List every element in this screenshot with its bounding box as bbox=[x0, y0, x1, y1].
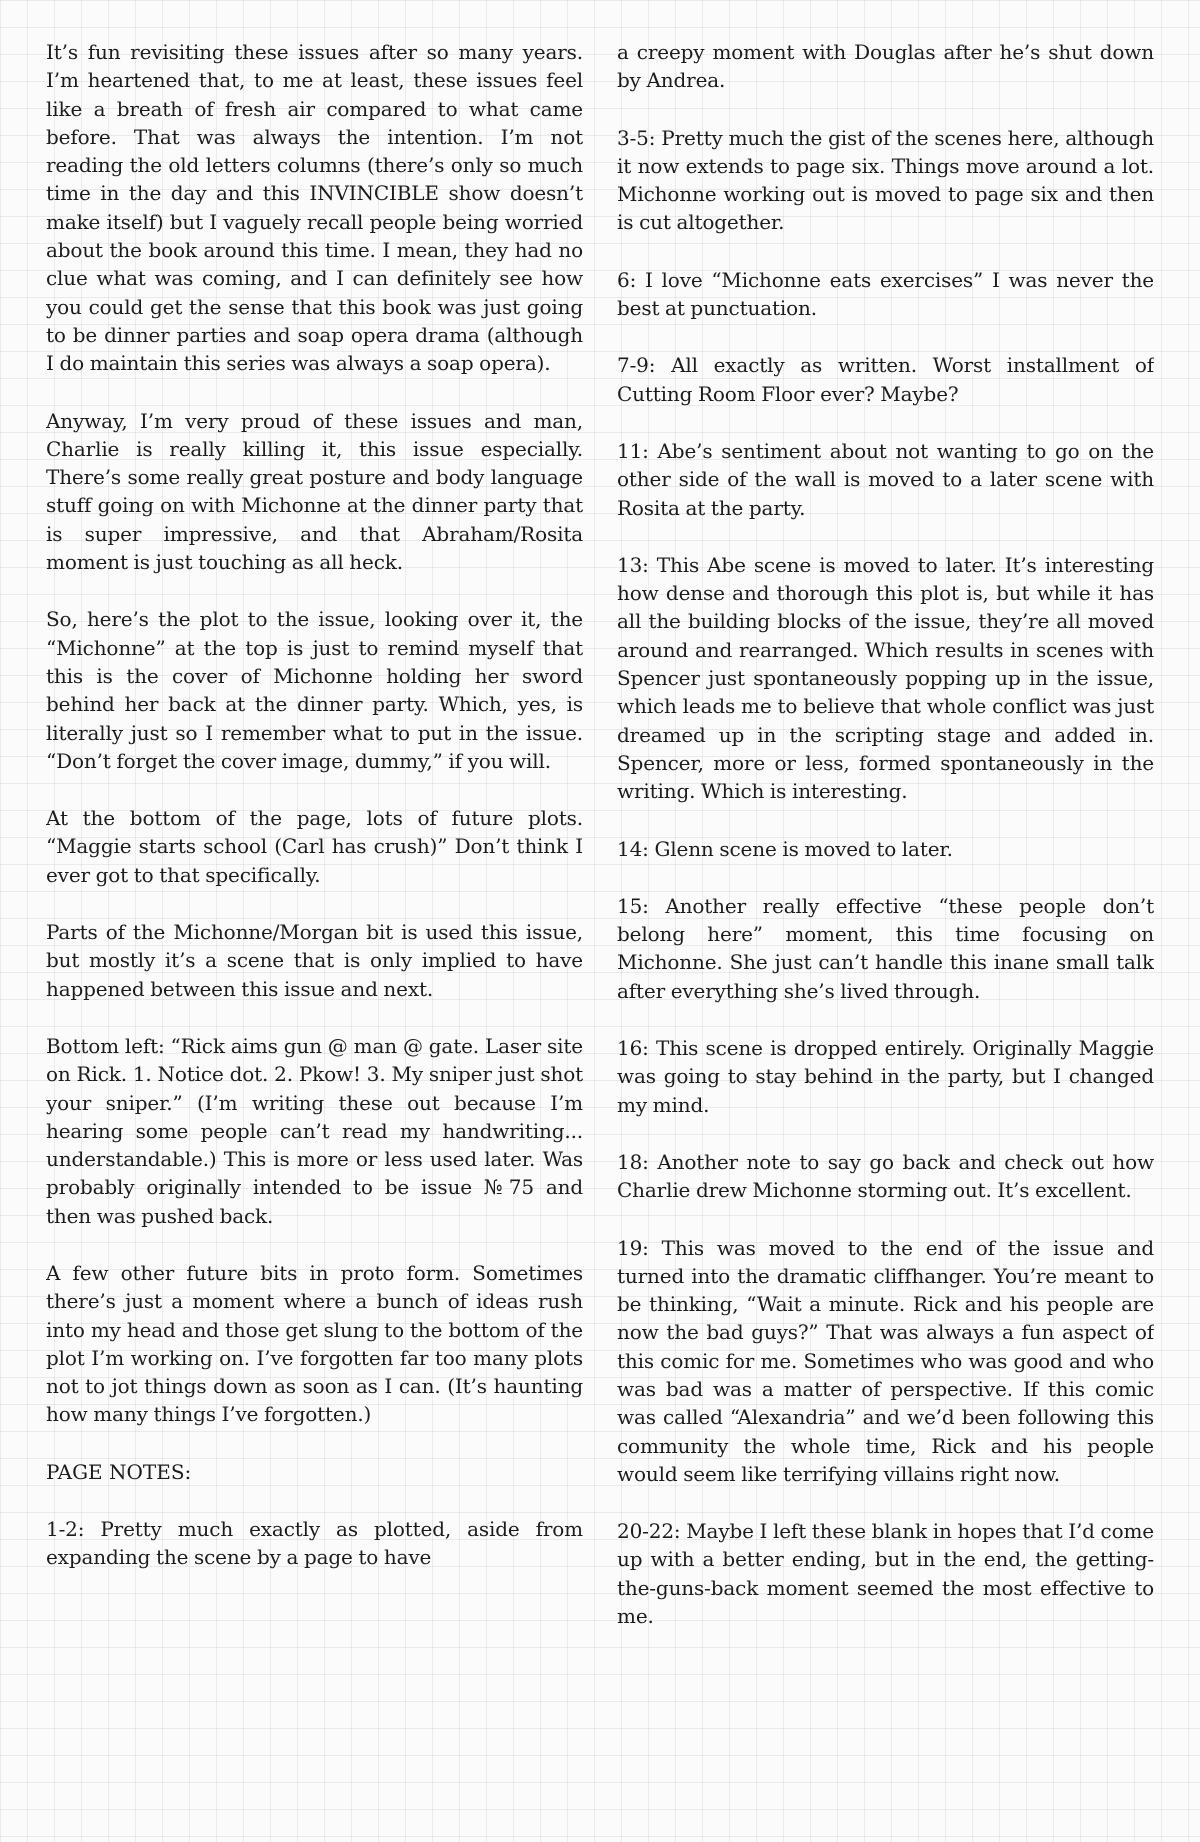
paragraph-intro: It’s fun revisiting these issues after so many years. I’m heartened that, to me at least, these issues feel like a breath of fresh air compared to what came before. That was always the intention. I’m not reading the old letters columns (there’s only so much time in the day and this INVINCIBLE show doesn’t make itself) but I vaguely recall people being worried about the book around this time. I mean, they had no clue what was coming, and I can definitely see how you could get the sense that this book was just going to be dinner parties and soap opera drama (although I do maintain this series was always a soap opera). bbox=[46, 40, 583, 376]
note-continuation: a creepy moment with Douglas after he’s shut down by Andrea. bbox=[617, 40, 1154, 93]
note-page-16: 16: This scene is dropped entirely. Originally Maggie was going to stay behind in the party, but I changed my mind. bbox=[617, 1036, 1154, 1117]
note-page-19: 19: This was moved to the end of the issue and turned into the dramatic cliffhanger. You’re meant to be thinking, “Wait a minute. Rick and his people are now the bad guys?” That was always a fun aspect of this comic for me. Sometimes who was good and who was bad was a matter of perspective. If this comic was called “Alexandria” and we’d been following this community the whole time, Rick and his people would seem like terrifying villains right now. bbox=[617, 1235, 1154, 1486]
paragraph-michonne-morgan: Parts of the Michonne/Morgan bit is used this issue, but mostly it’s a scene that is only implied to have happened between this issue and next. bbox=[46, 920, 583, 1001]
note-pages-7-9: 7-9: All exactly as written. Worst installment of Cutting Room Floor ever? Maybe? bbox=[617, 353, 1154, 406]
note-page-11: 11: Abe’s sentiment about not wanting to go on the other side of the wall is moved to a later scene with Rosita at the party. bbox=[617, 438, 1154, 520]
note-page-18: 18: Another note to say go back and check out how Charlie drew Michonne storming out. It’s excellent. bbox=[617, 1149, 1154, 1203]
note-page-14: 14: Glenn scene is moved to later. bbox=[617, 836, 953, 861]
note-page-6: 6: I love “Michonne eats exercises” I was never the best at punctuation. bbox=[617, 267, 1154, 321]
right-column bbox=[617, 38, 1154, 1818]
paragraph-plot-overview: So, here’s the plot to the issue, looking over it, the “Michonne” at the top is just to remind myself that this is the cover of Michonne holding her sword behind her back at the dinner party. Which, yes, is literally just so I remember what to put in the issue. “Don’t forget the cover image, dummy,” if you will. bbox=[46, 607, 583, 773]
document-page bbox=[46, 38, 1154, 1818]
paragraph-bottom-left: Bottom left: “Rick aims gun @ man @ gate. Laser site on Rick. 1. Notice dot. 2. Pkow! 3. My sniper just shot your sniper.” (I’m writing these out because I’m hearing some people can’t read my handwriting... understandable.) This is more or less used later. Was probably originally intended to be issue №75 and then was pushed back. bbox=[46, 1033, 583, 1228]
note-page-13: 13: This Abe scene is moved to later. It’s interesting how dense and thorough this plot is, but while it has all the building blocks of the issue, they’re all moved around and rearranged. Which results in scenes with Spencer just spontaneously popping up in the issue, which leads me to believe that whole conflict was just dreamed up in the scripting stage and added in. Spencer, more or less, formed spontaneously in the writing. Which is interesting. bbox=[617, 552, 1154, 804]
note-page-15: 15: Another really effective “these people don’t belong here” moment, this time focusing on Michonne. She just can’t handle this inane small talk after everything she’s lived through. bbox=[617, 893, 1154, 1003]
paragraph-future-plots: At the bottom of the page, lots of future plots. “Maggie starts school (Carl has crush)” Don’t think I ever got to that specifically. bbox=[46, 806, 583, 887]
paragraph-future-bits: A few other future bits in proto form. Sometimes there’s just a moment where a bunch of ideas rush into my head and those get slung to the bottom of the plot I’m working on. I’ve forgotten far too many plots not to jot things down as soon as I can. (It’s haunting how many things I’ve forgotten.) bbox=[46, 1260, 583, 1427]
paragraph-pride: Anyway, I’m very proud of these issues and man, Charlie is really killing it, this issue especially. There’s some really great posture and body language stuff going on with Michonne at the dinner party that is super impressive, and that Abraham/Rosita moment is just touching as all heck. bbox=[46, 408, 583, 575]
note-pages-20-22: 20-22: Maybe I left these blank in hopes that I’d come up with a better ending, but in the end, the getting-the-guns-back moment seemed the most effective to me. bbox=[617, 1519, 1154, 1629]
note-pages-3-5: 3-5: Pretty much the gist of the scenes here, although it now extends to page six. Things move around a lot. Michonne working out is moved to page six and then is cut altogether. bbox=[617, 125, 1154, 235]
page-notes-heading: PAGE NOTES: bbox=[46, 1459, 192, 1484]
left-column bbox=[46, 38, 583, 1818]
note-pages-1-2: 1-2: Pretty much exactly as plotted, aside from expanding the scene by a page to have bbox=[46, 1517, 583, 1570]
